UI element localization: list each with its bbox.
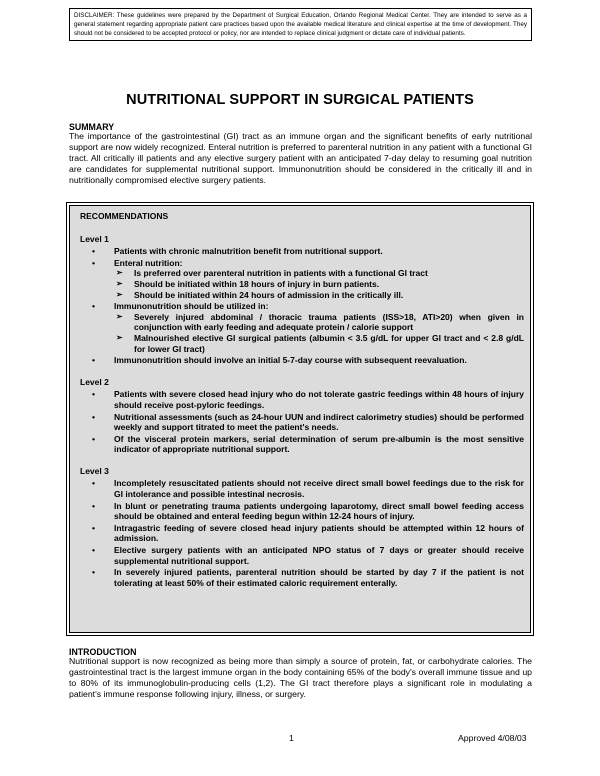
sub-list-item: ➢ Severely injured abdominal / thoracic trauma patients (ISS>18, ATI>20) when given in conjunction with early feeding and adequate protein / calorie support (116, 311, 524, 333)
bullet-icon: • (92, 257, 95, 268)
bullet-icon: • (92, 389, 95, 400)
list-item: • Elective surgery patients with an anticipated NPO status of 7 days or greater should receive supplemental nutritional support. (92, 545, 524, 566)
list-item: • Immunonutrition should involve an initial 5-7-day course with subsequent reevaluation. (92, 355, 467, 366)
arrow-bullet-icon: ➢ (116, 289, 123, 299)
arrow-bullet-icon: ➢ (116, 268, 123, 278)
level-1-label: Level 1 (80, 233, 109, 244)
document-title: NUTRITIONAL SUPPORT IN SURGICAL PATIENTS (126, 92, 474, 108)
bullet-icon: • (92, 433, 95, 444)
bullet-icon: • (92, 500, 95, 511)
bullet-icon: • (92, 411, 95, 422)
sub-list-item: ➢ Should be initiated within 24 hours of admission in the critically ill. (116, 289, 404, 300)
recommendations-heading: RECOMMENDATIONS (80, 211, 169, 221)
arrow-bullet-icon: ➢ (116, 311, 123, 321)
summary-heading: SUMMARY (69, 122, 115, 132)
bullet-icon: • (92, 355, 95, 366)
sub-list (114, 312, 524, 354)
arrow-bullet-icon: ➢ (116, 332, 123, 342)
list-item: • Enteral nutrition: ➢ Is preferred over parenteral nutrition in patients with a functional GI tract ➢ Should be initiated within 18 hours of injury in burn patients. ➢ Should be initiated within 24 hours of admission in the critically ill. (80, 258, 524, 300)
introduction-text: Nutritional support is now recognized as being more than simply a source of protein, fat, or carbohydrate calories. The gastrointestinal tract is the largest immune organ in the body containing 65% of the body's overall immune tissue and up to 80% of its immunoglobulin-producing cells (1,2). The GI tract therefore plays a significant role in modulating a patient's immune response following injury, illness, or surgery. (69, 656, 532, 699)
bullet-icon: • (92, 478, 95, 489)
bullet-icon: • (92, 301, 95, 312)
level-2-label: Level 2 (80, 376, 109, 387)
level-1-list (80, 246, 524, 366)
sub-list (114, 268, 524, 300)
recommendations-box (69, 205, 531, 633)
bullet-icon: • (92, 522, 95, 533)
list-item: • Nutritional assessments (such as 24-hour UUN and indirect calorimetry studies) should be performed weekly and support titrated to meet the patient's needs. (92, 411, 524, 433)
bullet-icon: • (92, 567, 95, 578)
approval-date: Approved 4/08/03 (458, 733, 527, 743)
list-item: • Intragastric feeding of severe closed head injury patients should be attempted within 12 hours of admission. (92, 522, 524, 544)
bullet-icon: • (92, 246, 95, 257)
bullet-icon: • (92, 545, 95, 556)
level-3-label: Level 3 (80, 465, 109, 476)
sub-list-item: ➢ Should be initiated within 18 hours of injury in burn patients. (116, 278, 380, 289)
list-item: • Patients with chronic malnutrition benefit from nutritional support. (92, 246, 383, 257)
arrow-bullet-icon: ➢ (116, 278, 123, 288)
introduction-heading: INTRODUCTION (69, 647, 137, 657)
list-item: • Immunonutrition should be utilized in: ➢ Severely injured abdominal / thoracic trauma patients (ISS>18, ATI>20) when given in conjunction with early feeding and adequate protein / calorie support ➢ Malnourished elective GI surgical patients (albumin < 3.5 g/dL for upper GI tract and < 2.8 g/dL for lower GI tract) (92, 301, 524, 354)
sub-list-item: ➢ Is preferred over parenteral nutrition in patients with a functional GI tract (116, 268, 428, 279)
list-item: • Of the visceral protein markers, serial determination of serum pre-albumin is the most sensitive indicator of appropriate nutritional support. (92, 433, 524, 455)
disclaimer-box: DISCLAIMER: These guidelines were prepared by the Department of Surgical Education, Orlando Regional Medical Center. They are intended to serve as a general statement regarding appropriate patient care practices based upon the available medical literature and clinical expertise at the time of development. They should not be considered to be accepted protocol or policy, nor are intended to replace clinical judgment or dictate care of individual patients. (69, 8, 532, 41)
level-2-list (80, 389, 524, 455)
sub-list-item: ➢ Malnourished elective GI surgical patients (albumin < 3.5 g/dL for upper GI tract and < 2.8 g/dL for lower GI tract) (116, 332, 524, 354)
level-3-list (80, 478, 524, 588)
list-item: • In blunt or penetrating trauma patients undergoing laparotomy, direct small bowel feeding access should be obtained and enteral feeding begun within 12-24 hours of injury. (92, 500, 524, 522)
list-item: • Patients with severe closed head injury who do not tolerate gastric feedings within 48 hours of injury should receive post-pyloric feedings. (92, 389, 524, 410)
summary-text: The importance of the gastrointestinal (GI) tract as an immune organ and the significant benefits of early nutritional support are now widely recognized. Enteral nutrition is preferred to parenteral nutrition in any patient with a functional GI tract. All critically ill patients and any elective surgery patient with an anticipated 7-day delay to resuming goal nutrition are candidates for supplemental nutritional support. Immunonutrition should be considered in the critically ill and in nutritionally compromised elective surgery patients. (69, 131, 532, 185)
list-item: • In severely injured patients, parenteral nutrition should be started by day 7 if the patient is not tolerating at least 50% of their estimated caloric requirement enterally. (92, 567, 524, 588)
list-item: • Incompletely resuscitated patients should not receive direct small bowel feedings due to the risk for GI intolerance and possible intestinal necrosis. (92, 478, 524, 500)
page-number: 1 (289, 733, 294, 743)
